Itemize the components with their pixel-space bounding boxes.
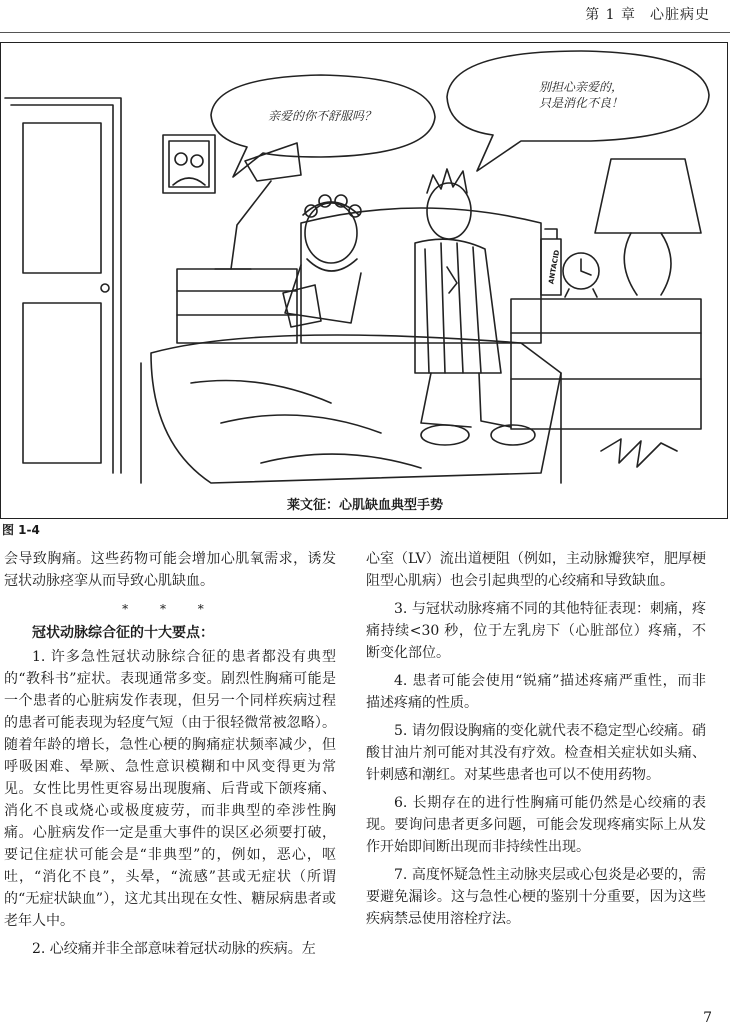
left-nightstand-drawers bbox=[177, 291, 297, 315]
woman-collar bbox=[307, 259, 357, 271]
door-panel-upper bbox=[23, 123, 101, 273]
picture-bodies bbox=[173, 178, 205, 185]
left-column bbox=[4, 548, 336, 966]
section-divider-stars: * * * bbox=[122, 602, 218, 616]
picture-face-2 bbox=[191, 155, 203, 167]
chapter-title: 心脏病史 bbox=[650, 7, 710, 23]
section-heading: 冠状动脉综合征的十大要点： bbox=[32, 625, 214, 641]
man-hair bbox=[427, 169, 467, 193]
speech-bubble-right bbox=[447, 51, 709, 171]
speech-text-right-line2: 只是消化不良！ bbox=[538, 96, 623, 110]
header-rule bbox=[0, 32, 730, 33]
running-header bbox=[585, 4, 710, 24]
point-5: 5. 请勿假设胸痛的变化就代表不稳定型心绞痛。硝酸甘油片剂可能对其没有疗效。检查相关症状如头痛、针刺感和潮红。对某些患者也可以不使用药物。 bbox=[366, 723, 706, 783]
speech-text-right bbox=[491, 79, 671, 111]
figure-illustration bbox=[0, 42, 728, 519]
point-2-start: 2. 心绞痛并非全部意味着冠状动脉的疾病。左 bbox=[32, 941, 316, 957]
pajama-stripes bbox=[425, 243, 481, 373]
point-3: 3. 与冠状动脉疼痛不同的其他特征表现：刺痛，疼痛持续<30 秒，位于左乳房下（心脏部位）疼痛，不断变化部位。 bbox=[366, 601, 706, 661]
man-head bbox=[427, 183, 471, 239]
point-1: 1. 许多急性冠状动脉综合征的患者都没有典型的“教科书”症状。表现通常多变。剧烈性胸痛可能是一个患者的心脏病发作表现，但另一个同样疾病过程的患者可能表现为轻度气短（由于很轻微常被忽略）。随着年龄的增长，急性心梗的胸痛症状频率减少，但呼吸困难、晕厥、急性意识模糊和中风变得更为常见。女性比男性更容易出现腹痛、后背或下颌疼痛、消化不良或烧心或极度疲劳，而非典型的牵涉性胸痛。心脏病发作一定是重大事件的误区必须要打破，要记住症状可能会是“非典型”的，例如，恶心，呕吐，“消化不良”，头晕，“流感”甚或无症状（所谓的“无症状缺血”），这尤其出现在女性、糖尿病患者或老年人中。 bbox=[4, 649, 336, 929]
speech-text-left: 亲爱的你不舒服吗？ bbox=[267, 109, 376, 123]
book bbox=[283, 285, 321, 327]
picture-face-1 bbox=[175, 153, 187, 165]
point-7: 7. 高度怀疑急性主动脉夹层或心包炎是必要的，需要避免漏诊。这与急性心梗的鉴别十分重要，因为这些疾病禁忌使用溶栓疗法。 bbox=[366, 867, 706, 927]
figure-caption: 莱文征：心肌缺血典型手势 bbox=[286, 498, 443, 513]
right-slipper bbox=[491, 425, 535, 445]
lamp-shade bbox=[245, 143, 301, 181]
right-nightstand bbox=[511, 299, 701, 429]
man-legs bbox=[421, 373, 511, 427]
door-knob bbox=[101, 284, 109, 292]
speech-text-right-line1: 别担心亲爱的， bbox=[538, 80, 623, 94]
intro-paragraph: 会导致胸痛。这些药物可能会增加心肌氧需求，诱发冠状动脉痉挛从而导致心肌缺血。 bbox=[4, 551, 336, 589]
chapter-number: 第 1 章 bbox=[585, 7, 636, 23]
artist-signature bbox=[601, 439, 677, 467]
point-4: 4. 患者可能会使用“锐痛”描述疼痛严重性，而非描述疼痛的性质。 bbox=[366, 673, 706, 711]
door-panel-lower bbox=[23, 303, 101, 463]
point-2-continued: 心室（LV）流出道梗阻（例如，主动脉瓣狭窄，肥厚梗阻型心肌病）也会引起典型的心绞痛和导致缺血。 bbox=[366, 551, 706, 589]
left-nightstand bbox=[177, 269, 297, 343]
page-number: 7 bbox=[703, 1010, 712, 1026]
clock-hands-legs bbox=[565, 259, 597, 297]
lamp-arm bbox=[231, 181, 271, 269]
antacid-label: ANTACID bbox=[547, 249, 562, 285]
left-slipper bbox=[421, 425, 469, 445]
blanket-folds bbox=[191, 381, 421, 469]
point-6: 6. 长期存在的进行性胸痛可能仍然是心绞痛的表现。要询问患者更多问题，可能会发现疼痛实际上从发作开始即间断出现而非持续性出现。 bbox=[366, 795, 706, 855]
figure-number: 图 1-4 bbox=[2, 523, 40, 537]
man-hand-on-chest bbox=[447, 267, 457, 293]
picture-frame bbox=[163, 135, 215, 193]
right-column bbox=[366, 548, 706, 936]
right-lamp-base bbox=[624, 233, 671, 295]
headboard bbox=[301, 208, 541, 343]
right-lamp-shade bbox=[595, 159, 701, 233]
